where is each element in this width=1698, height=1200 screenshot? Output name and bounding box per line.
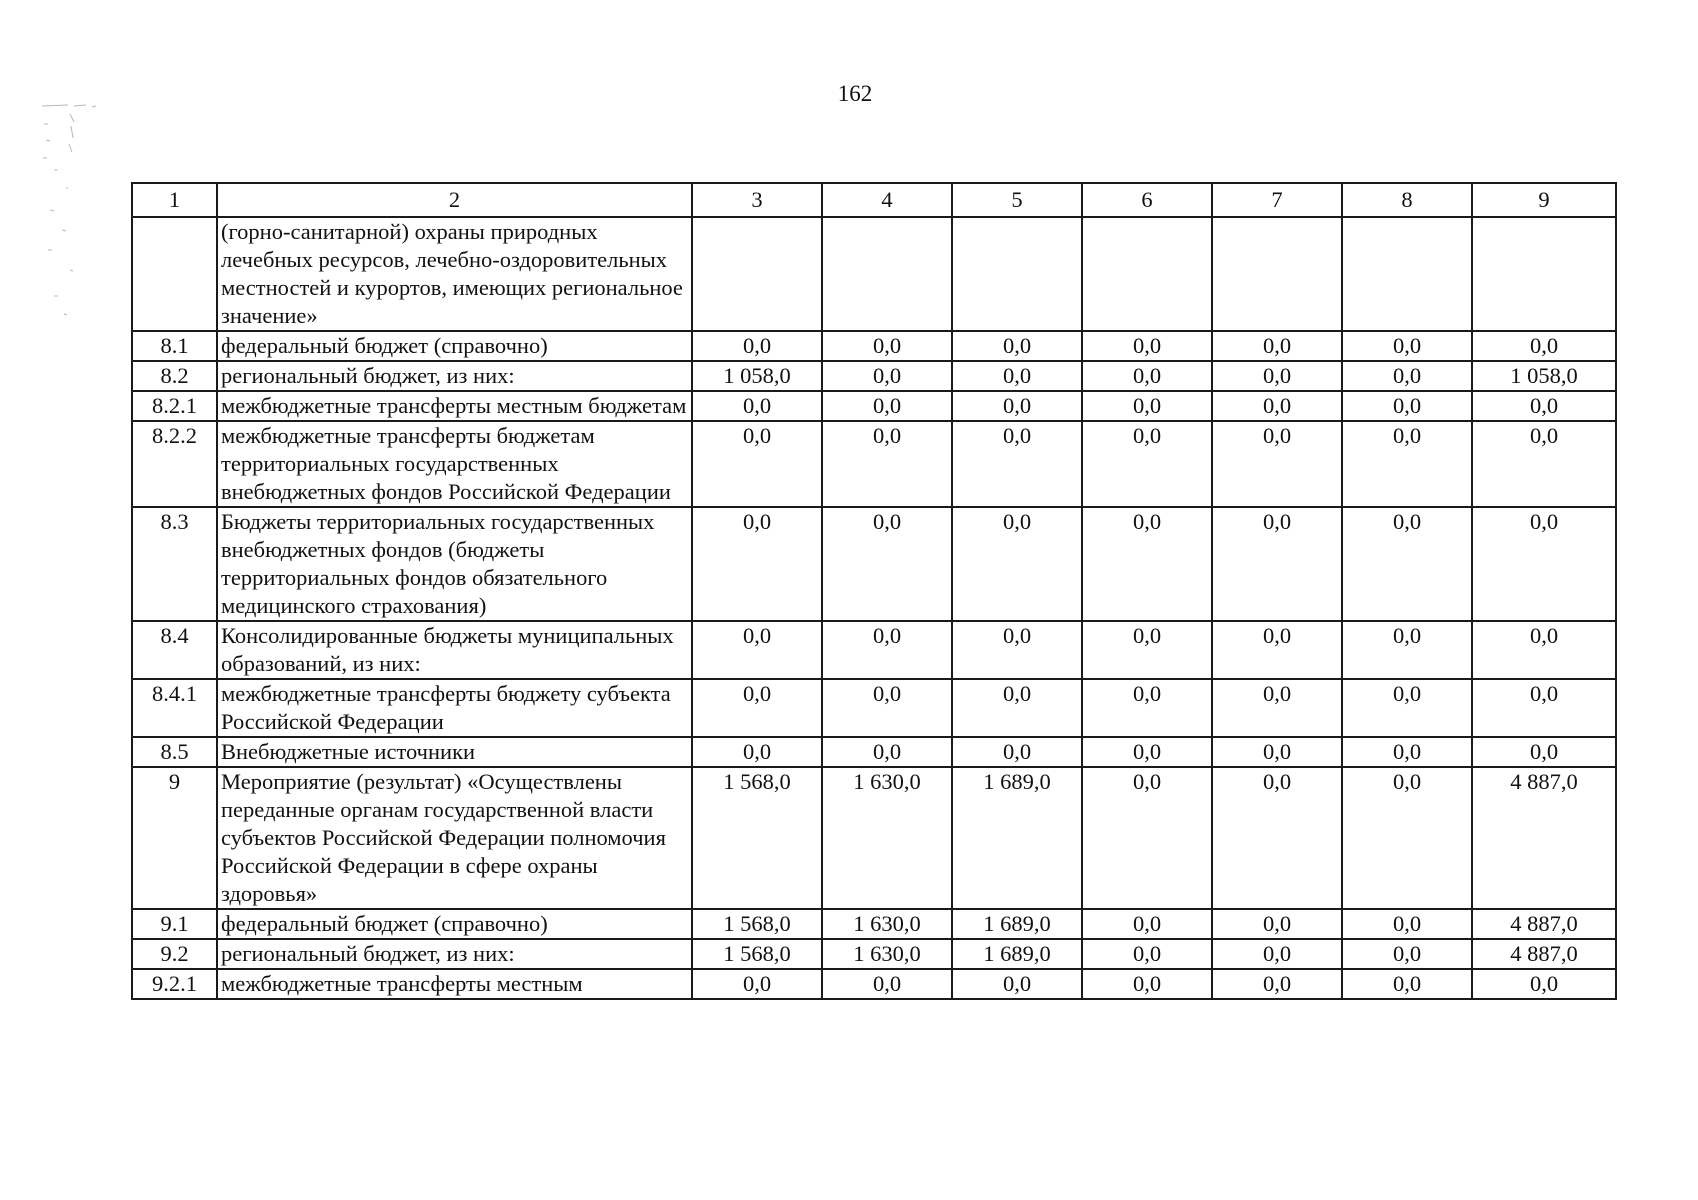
column-header-3: 3 xyxy=(692,183,822,217)
value-cell-col-9: 4 887,0 xyxy=(1472,767,1616,909)
row-number-cell: 9.2.1 xyxy=(132,969,217,999)
row-name-cell: (горно-санитарной) охраны природных лечебных ресурсов, лечебно-оздоровительных местностей и курортов, имеющих региональное значение» xyxy=(217,217,692,331)
value-cell-col-8: 0,0 xyxy=(1342,331,1472,361)
value-cell-col-5: 1 689,0 xyxy=(952,909,1082,939)
value-cell-col-6: 0,0 xyxy=(1082,361,1212,391)
value-cell-col-7: 0,0 xyxy=(1212,421,1342,507)
value-cell-col-4: 1 630,0 xyxy=(822,939,952,969)
value-cell-col-9: 4 887,0 xyxy=(1472,909,1616,939)
value-cell-col-7: 0,0 xyxy=(1212,391,1342,421)
column-header-1: 1 xyxy=(132,183,217,217)
value-cell-col-5: 0,0 xyxy=(952,361,1082,391)
value-cell-col-8: 0,0 xyxy=(1342,767,1472,909)
header-row xyxy=(132,183,1616,217)
value-cell-col-4: 0,0 xyxy=(822,679,952,737)
row-number-cell: 8.2 xyxy=(132,361,217,391)
value-cell-col-9: 0,0 xyxy=(1472,969,1616,999)
value-cell-col-7: 0,0 xyxy=(1212,621,1342,679)
value-cell-col-6: 0,0 xyxy=(1082,767,1212,909)
row-name-cell: региональный бюджет, из них: xyxy=(217,939,692,969)
value-cell-col-5: 0,0 xyxy=(952,679,1082,737)
value-cell-col-3 xyxy=(692,217,822,331)
row-name-cell: федеральный бюджет (справочно) xyxy=(217,909,692,939)
value-cell-col-7: 0,0 xyxy=(1212,909,1342,939)
row-number-cell: 8.3 xyxy=(132,507,217,621)
table-row xyxy=(132,969,1616,999)
column-header-4: 4 xyxy=(822,183,952,217)
value-cell-col-3: 0,0 xyxy=(692,391,822,421)
budget-table xyxy=(131,182,1617,1000)
value-cell-col-7: 0,0 xyxy=(1212,361,1342,391)
value-cell-col-3: 0,0 xyxy=(692,331,822,361)
value-cell-col-7: 0,0 xyxy=(1212,737,1342,767)
value-cell-col-5: 1 689,0 xyxy=(952,767,1082,909)
value-cell-col-7: 0,0 xyxy=(1212,969,1342,999)
table-row xyxy=(132,507,1616,621)
column-header-9: 9 xyxy=(1472,183,1616,217)
value-cell-col-3: 1 568,0 xyxy=(692,767,822,909)
row-name-cell: Мероприятие (результат) «Осуществлены переданные органам государственной власти субъектов Российской Федерации полномочия Российской Федерации в сфере охраны здоровья» xyxy=(217,767,692,909)
value-cell-col-4: 0,0 xyxy=(822,621,952,679)
row-number-cell: 9 xyxy=(132,767,217,909)
value-cell-col-4: 0,0 xyxy=(822,361,952,391)
value-cell-col-4: 0,0 xyxy=(822,969,952,999)
value-cell-col-8: 0,0 xyxy=(1342,939,1472,969)
value-cell-col-9: 4 887,0 xyxy=(1472,939,1616,969)
table-header xyxy=(132,183,1616,217)
value-cell-col-6: 0,0 xyxy=(1082,421,1212,507)
value-cell-col-6 xyxy=(1082,217,1212,331)
value-cell-col-5: 0,0 xyxy=(952,421,1082,507)
value-cell-col-5: 0,0 xyxy=(952,507,1082,621)
value-cell-col-3: 0,0 xyxy=(692,737,822,767)
value-cell-col-9: 0,0 xyxy=(1472,507,1616,621)
value-cell-col-9: 0,0 xyxy=(1472,391,1616,421)
row-number-cell: 8.4 xyxy=(132,621,217,679)
row-number-cell: 8.2.2 xyxy=(132,421,217,507)
row-number-cell: 8.1 xyxy=(132,331,217,361)
value-cell-col-6: 0,0 xyxy=(1082,331,1212,361)
value-cell-col-3: 1 568,0 xyxy=(692,909,822,939)
column-header-7: 7 xyxy=(1212,183,1342,217)
table-row xyxy=(132,391,1616,421)
table-row xyxy=(132,939,1616,969)
row-number-cell: 9.2 xyxy=(132,939,217,969)
table-row xyxy=(132,331,1616,361)
column-header-2: 2 xyxy=(217,183,692,217)
value-cell-col-6: 0,0 xyxy=(1082,391,1212,421)
value-cell-col-4: 0,0 xyxy=(822,391,952,421)
value-cell-col-8: 0,0 xyxy=(1342,737,1472,767)
table-row xyxy=(132,361,1616,391)
row-number-cell xyxy=(132,217,217,331)
table-row xyxy=(132,909,1616,939)
value-cell-col-4: 0,0 xyxy=(822,737,952,767)
value-cell-col-5: 0,0 xyxy=(952,969,1082,999)
value-cell-col-4: 0,0 xyxy=(822,507,952,621)
value-cell-col-4: 1 630,0 xyxy=(822,909,952,939)
value-cell-col-9: 0,0 xyxy=(1472,421,1616,507)
value-cell-col-4: 0,0 xyxy=(822,331,952,361)
row-name-cell: Консолидированные бюджеты муниципальных образований, из них: xyxy=(217,621,692,679)
value-cell-col-7 xyxy=(1212,217,1342,331)
value-cell-col-5: 0,0 xyxy=(952,391,1082,421)
value-cell-col-3: 0,0 xyxy=(692,969,822,999)
value-cell-col-8: 0,0 xyxy=(1342,969,1472,999)
column-header-5: 5 xyxy=(952,183,1082,217)
value-cell-col-9: 0,0 xyxy=(1472,331,1616,361)
value-cell-col-3: 0,0 xyxy=(692,507,822,621)
table-row xyxy=(132,737,1616,767)
value-cell-col-3: 1 058,0 xyxy=(692,361,822,391)
row-name-cell: Бюджеты территориальных государственных внебюджетных фондов (бюджеты территориальных фондов обязательного медицинского страхования) xyxy=(217,507,692,621)
page-number: 162 xyxy=(837,81,873,106)
value-cell-col-9: 1 058,0 xyxy=(1472,361,1616,391)
value-cell-col-3: 0,0 xyxy=(692,421,822,507)
value-cell-col-8: 0,0 xyxy=(1342,679,1472,737)
value-cell-col-5: 0,0 xyxy=(952,331,1082,361)
row-number-cell: 9.1 xyxy=(132,909,217,939)
table-row xyxy=(132,217,1616,331)
row-name-cell: федеральный бюджет (справочно) xyxy=(217,331,692,361)
value-cell-col-7: 0,0 xyxy=(1212,507,1342,621)
table-row xyxy=(132,621,1616,679)
value-cell-col-9: 0,0 xyxy=(1472,737,1616,767)
value-cell-col-6: 0,0 xyxy=(1082,969,1212,999)
value-cell-col-6: 0,0 xyxy=(1082,939,1212,969)
row-name-cell: межбюджетные трансферты местным бюджетам xyxy=(217,391,692,421)
row-name-cell: межбюджетные трансферты местным xyxy=(217,969,692,999)
value-cell-col-4: 0,0 xyxy=(822,421,952,507)
value-cell-col-8: 0,0 xyxy=(1342,391,1472,421)
row-number-cell: 8.4.1 xyxy=(132,679,217,737)
value-cell-col-8: 0,0 xyxy=(1342,361,1472,391)
value-cell-col-5: 0,0 xyxy=(952,621,1082,679)
value-cell-col-7: 0,0 xyxy=(1212,767,1342,909)
value-cell-col-4 xyxy=(822,217,952,331)
value-cell-col-8 xyxy=(1342,217,1472,331)
row-number-cell: 8.2.1 xyxy=(132,391,217,421)
value-cell-col-8: 0,0 xyxy=(1342,909,1472,939)
scan-artifact-marks xyxy=(40,100,120,330)
value-cell-col-5 xyxy=(952,217,1082,331)
column-header-8: 8 xyxy=(1342,183,1472,217)
value-cell-col-7: 0,0 xyxy=(1212,679,1342,737)
row-name-cell: региональный бюджет, из них: xyxy=(217,361,692,391)
value-cell-col-3: 0,0 xyxy=(692,621,822,679)
table-row xyxy=(132,767,1616,909)
value-cell-col-6: 0,0 xyxy=(1082,621,1212,679)
value-cell-col-4: 1 630,0 xyxy=(822,767,952,909)
row-name-cell: межбюджетные трансферты бюджетам территориальных государственных внебюджетных фондов Российской Федерации xyxy=(217,421,692,507)
value-cell-col-8: 0,0 xyxy=(1342,507,1472,621)
value-cell-col-9: 0,0 xyxy=(1472,621,1616,679)
row-name-cell: межбюджетные трансферты бюджету субъекта Российской Федерации xyxy=(217,679,692,737)
table-row xyxy=(132,679,1616,737)
row-name-cell: Внебюджетные источники xyxy=(217,737,692,767)
table-row xyxy=(132,421,1616,507)
value-cell-col-9 xyxy=(1472,217,1616,331)
value-cell-col-3: 1 568,0 xyxy=(692,939,822,969)
value-cell-col-5: 1 689,0 xyxy=(952,939,1082,969)
value-cell-col-8: 0,0 xyxy=(1342,621,1472,679)
value-cell-col-5: 0,0 xyxy=(952,737,1082,767)
column-header-6: 6 xyxy=(1082,183,1212,217)
value-cell-col-6: 0,0 xyxy=(1082,737,1212,767)
value-cell-col-3: 0,0 xyxy=(692,679,822,737)
row-number-cell: 8.5 xyxy=(132,737,217,767)
value-cell-col-7: 0,0 xyxy=(1212,939,1342,969)
value-cell-col-7: 0,0 xyxy=(1212,331,1342,361)
value-cell-col-8: 0,0 xyxy=(1342,421,1472,507)
table-body xyxy=(132,217,1616,999)
value-cell-col-9: 0,0 xyxy=(1472,679,1616,737)
value-cell-col-6: 0,0 xyxy=(1082,909,1212,939)
value-cell-col-6: 0,0 xyxy=(1082,679,1212,737)
value-cell-col-6: 0,0 xyxy=(1082,507,1212,621)
